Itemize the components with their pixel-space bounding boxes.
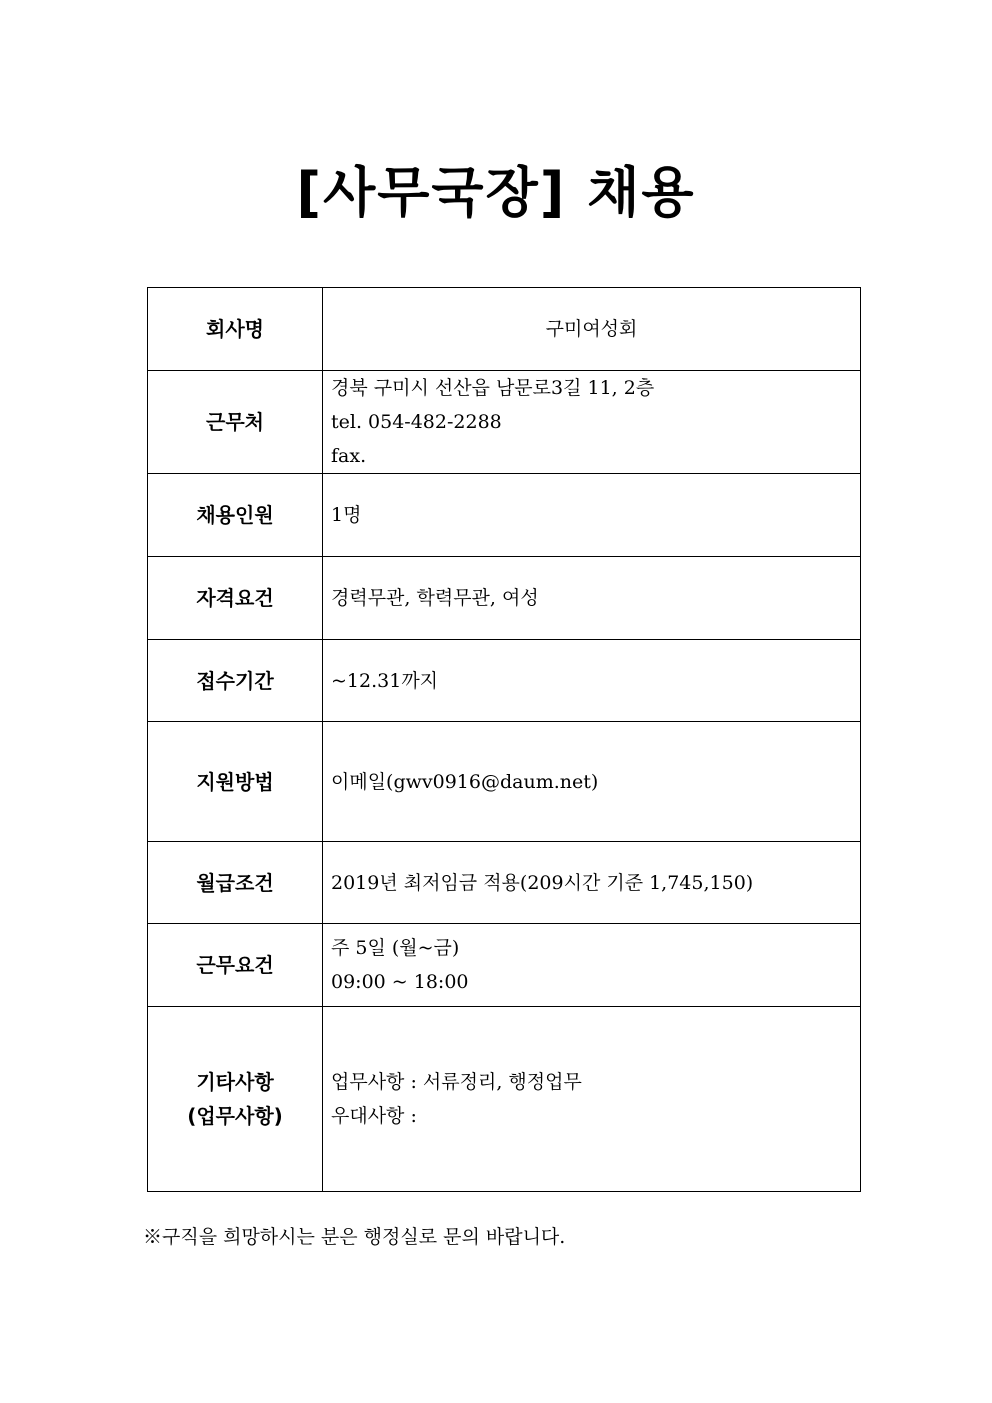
work-hours: 09:00 ~ 18:00 — [331, 971, 469, 993]
table-row-work-conditions — [148, 924, 861, 1007]
table-row-qualifications — [148, 557, 861, 640]
work-days: 주 5일 (월~금) — [331, 937, 460, 959]
table-row-headcount — [148, 474, 861, 557]
row-label-salary: 월급조건 — [148, 842, 323, 924]
row-label-headcount: 채용인원 — [148, 474, 323, 557]
other-label-line-2: (업무사항) — [187, 1104, 283, 1128]
row-label-qualifications: 자격요건 — [148, 557, 323, 640]
table-row-apply-method — [148, 722, 861, 842]
row-label-workplace: 근무처 — [148, 371, 323, 474]
row-label-work-conditions: 근무요건 — [148, 924, 323, 1007]
row-label-company: 회사명 — [148, 288, 323, 371]
job-info-table — [147, 287, 861, 1192]
workplace-address: 경북 구미시 선산읍 남문로3길 11, 2층 — [331, 377, 655, 399]
row-value-salary — [323, 842, 861, 924]
period-value: ~12.31까지 — [331, 669, 439, 692]
preferences-value: 우대사항 : — [331, 1105, 417, 1127]
page-title: [사무국장] 채용 — [296, 161, 696, 224]
other-label-line-1: 기타사항 — [196, 1070, 274, 1094]
row-label-other — [148, 1007, 323, 1192]
table-row-salary — [148, 842, 861, 924]
table-row-period — [148, 640, 861, 722]
row-value-workplace — [323, 371, 861, 474]
row-value-headcount — [323, 474, 861, 557]
workplace-fax: fax. — [331, 445, 367, 467]
row-value-qualifications — [323, 557, 861, 640]
salary-value: 2019년 최저임금 적용(209시간 기준 1,745,150) — [331, 871, 754, 894]
footer-note: ※구직을 희망하시는 분은 행정실로 문의 바랍니다. — [143, 1226, 566, 1248]
apply-method-value: 이메일(gwv0916@daum.net) — [331, 770, 599, 793]
row-value-other — [323, 1007, 861, 1192]
row-value-company — [323, 288, 861, 371]
table-row-workplace — [148, 371, 861, 474]
company-name: 구미여성회 — [545, 318, 638, 340]
headcount-value: 1명 — [331, 504, 362, 526]
workplace-tel: tel. 054-482-2288 — [331, 411, 502, 433]
row-value-work-conditions — [323, 924, 861, 1007]
table-row-other — [148, 1007, 861, 1192]
row-value-period — [323, 640, 861, 722]
row-label-period: 접수기간 — [148, 640, 323, 722]
duties-value: 업무사항 : 서류정리, 행정업무 — [331, 1071, 582, 1093]
table-row-company — [148, 288, 861, 371]
row-value-apply-method — [323, 722, 861, 842]
qualifications-value: 경력무관, 학력무관, 여성 — [331, 587, 539, 609]
row-label-apply-method: 지원방법 — [148, 722, 323, 842]
